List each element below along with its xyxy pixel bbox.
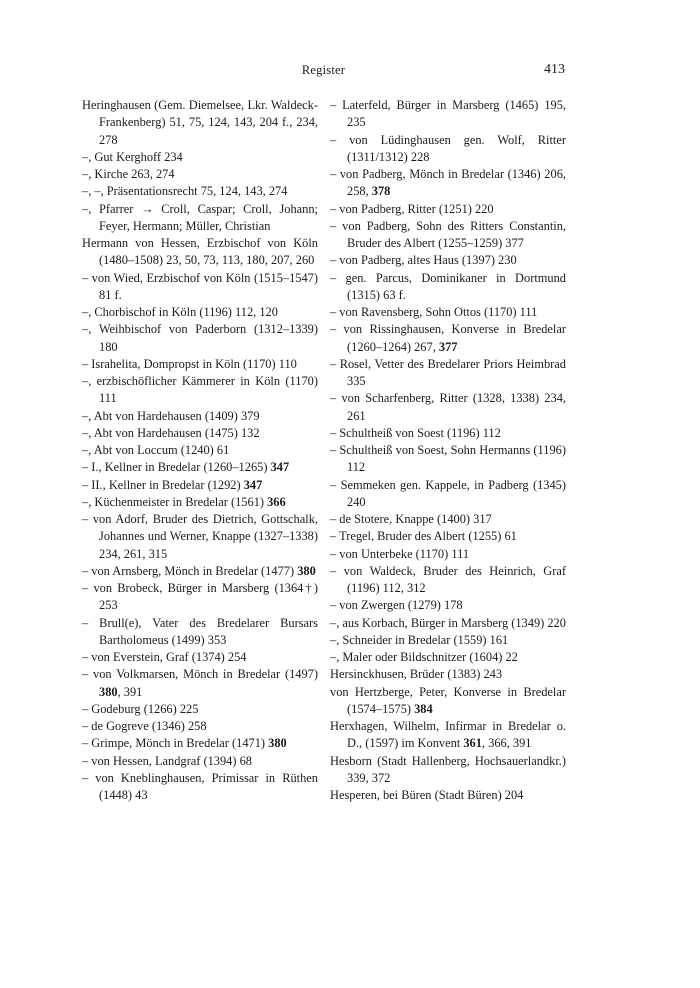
index-entry: von Hertzberge, Peter, Konverse in Bredelar (1574–1575) 384	[330, 684, 566, 716]
index-entry: –, Pfarrer → Croll, Caspar; Croll, Johann; Feyer, Hermann; Müller, Christian	[82, 201, 318, 233]
index-entry: –, aus Korbach, Bürger in Marsberg (1349) 220	[330, 615, 566, 630]
index-entry: – von Ravensberg, Sohn Ottos (1170) 111	[330, 305, 538, 319]
index-entry: – Israhelita, Dompropst in Köln (1170) 110	[82, 356, 297, 371]
index-entry: –, Küchenmeister in Bredelar (1561) 366	[82, 494, 286, 509]
index-entry: –, –, Präsentationsrecht 75, 124, 143, 274	[82, 184, 288, 199]
index-entry: – Godeburg (1266) 225	[82, 701, 199, 716]
index-entry: – von Arnsberg, Mönch in Bredelar (1477) 380	[82, 563, 316, 578]
page-number: 413	[544, 62, 565, 77]
index-entry: – Schultheiß von Soest, Sohn Hermanns (1196) 112	[330, 443, 566, 475]
index-entry: – de Gogreve (1346) 258	[82, 719, 207, 733]
index-entry: Hersinckhusen, Brüder (1383) 243	[330, 667, 503, 682]
index-entry: – von Unterbeke (1170) 111	[330, 546, 470, 561]
index-entry: – von Zwergen (1279) 178	[330, 598, 463, 613]
index-entry: – I., Kellner in Bredelar (1260–1265) 347	[82, 460, 290, 475]
index-entry: Hesperen, bei Büren (Stadt Büren) 204	[330, 788, 524, 802]
index-entry: – Schultheiß von Soest (1196) 112	[330, 425, 501, 440]
index-entry: –, Weihbischof von Paderborn (1312–1339) 180	[82, 322, 318, 354]
index-entry: –, Kirche 263, 274	[82, 167, 175, 181]
index-entry: Hesborn (Stadt Hallenberg, Hochsauerlandkr.) 339, 372	[330, 753, 566, 785]
index-entry: – von Waldeck, Bruder des Heinrich, Graf (1196) 112, 312	[330, 563, 566, 595]
bold-page-ref: 380	[297, 563, 316, 578]
index-entry: – von Rissinghausen, Konverse in Bredelar (1260–1264) 267, 377	[330, 322, 566, 354]
index-entry: – von Hessen, Landgraf (1394) 68	[82, 753, 252, 768]
index-entry: –, Gut Kerghoff 234	[82, 149, 183, 164]
index-entry: –, Chorbischof in Köln (1196) 112, 120	[82, 305, 278, 319]
index-entry: – von Volkmarsen, Mönch in Bredelar (1497) 380, 391	[82, 667, 318, 699]
index-column-left	[82, 97, 318, 804]
index-entry: –, Abt von Hardehausen (1409) 379	[82, 408, 260, 423]
index-entry: – II., Kellner in Bredelar (1292) 347	[82, 477, 263, 492]
index-entry: Heringhausen (Gem. Diemelsee, Lkr. Waldeck-Frankenberg) 51, 75, 124, 143, 204 f., 234, 278	[82, 98, 318, 147]
bold-page-ref: 366	[267, 494, 286, 509]
index-entry: – von Scharfenberg, Ritter (1328, 1338) 234, 261	[330, 391, 566, 423]
bold-page-ref: 347	[243, 477, 263, 492]
index-entry: –, Abt von Loccum (1240) 61	[82, 443, 230, 457]
bold-page-ref: 377	[438, 339, 458, 354]
running-head-title: Register	[301, 63, 346, 77]
index-entry: – von Adorf, Bruder des Dietrich, Gottschalk, Johannes und Werner, Knappe (1327–1338) 234, 261, 315	[82, 512, 318, 561]
index-column-right	[330, 97, 566, 804]
index-entry: – von Brobeck, Bürger in Marsberg (1364†) 253	[82, 581, 318, 613]
index-entry: – Tregel, Bruder des Albert (1255) 61	[330, 529, 517, 544]
index-entry: –, Maler oder Bildschnitzer (1604) 22	[330, 650, 518, 664]
index-entry: – von Lüdinghausen gen. Wolf, Ritter (1311/1312) 228	[330, 132, 566, 164]
index-entry: – von Padberg, Mönch in Bredelar (1346) 206, 258, 378	[330, 167, 566, 199]
bold-page-ref: 380	[99, 684, 118, 699]
index-entry: Hermann von Hessen, Erzbischof von Köln (1480–1508) 23, 50, 73, 113, 180, 207, 260	[82, 236, 318, 268]
bold-page-ref: 347	[270, 460, 290, 475]
index-entry: – gen. Parcus, Dominikaner in Dortmund (1315) 63 f.	[330, 270, 566, 302]
bold-page-ref: 361	[463, 736, 482, 751]
index-entry: – von Padberg, Sohn des Ritters Constantin, Bruder des Albert (1255–1259) 377	[330, 218, 566, 250]
index-entry: Herxhagen, Wilhelm, Infirmar in Bredelar o. D., (1597) im Konvent 361, 366, 391	[330, 719, 566, 751]
index-entry: –, erzbischöflicher Kämmerer in Köln (1170) 111	[82, 374, 318, 406]
index-entry: – von Padberg, Ritter (1251) 220	[330, 201, 494, 216]
index-entry: – Brull(e), Vater des Bredelarer Bursars Bartholomeus (1499) 353	[82, 615, 318, 647]
running-head	[82, 62, 565, 82]
index-entry: – von Padberg, altes Haus (1397) 230	[330, 253, 517, 268]
index-entry: – Grimpe, Mönch in Bredelar (1471) 380	[82, 736, 287, 751]
index-entry: –, Abt von Hardehausen (1475) 132	[82, 425, 260, 440]
index-entry: – de Stotere, Knappe (1400) 317	[330, 512, 492, 526]
index-entry: – Laterfeld, Bürger in Marsberg (1465) 195, 235	[330, 98, 566, 130]
index-entry: – von Kneblinghausen, Primissar in Rüthen (1448) 43	[82, 770, 318, 802]
index-entry: – Rosel, Vetter des Bredelarer Priors Heimbrad 335	[330, 356, 566, 388]
bold-page-ref: 380	[268, 736, 287, 751]
bold-page-ref: 378	[371, 184, 391, 199]
index-entry: – von Wied, Erzbischof von Köln (1515–1547) 81 f.	[82, 270, 318, 302]
bold-page-ref: 384	[414, 701, 433, 716]
index-entry: – von Everstein, Graf (1374) 254	[82, 650, 247, 664]
index-entry: – Semmeken gen. Kappele, in Padberg (1345) 240	[330, 477, 566, 509]
index-entry: –, Schneider in Bredelar (1559) 161	[330, 632, 509, 647]
